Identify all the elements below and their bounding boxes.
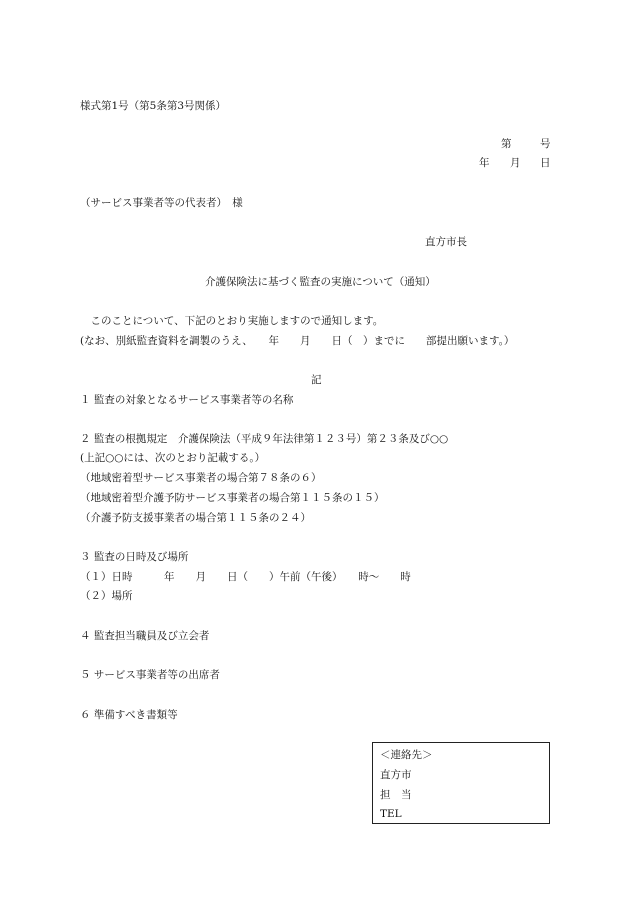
issuer: 直方市長 [425, 236, 467, 248]
doc-number-dai: 第 [501, 138, 512, 150]
contact-org: 直方市 [380, 769, 412, 781]
item-6: ６ 準備すべき書類等 [80, 709, 178, 721]
doc-date-year: 年 [479, 157, 490, 169]
contact-box [372, 742, 550, 824]
item-3-datetime: （１）日時 年 月 日（ ）午前（午後） 時～ 時 [80, 571, 411, 583]
item-2-sub-1: （地域密着型サービス事業者の場合第７８条の６） [80, 472, 322, 484]
doc-date-month: 月 [510, 157, 521, 169]
item-2-note: (上記○○には、次のとおり記載する。） [80, 452, 266, 464]
ki-heading: 記 [311, 374, 322, 386]
form-label: 様式第1号（第5条第3号関係） [80, 100, 227, 112]
body-line-2: (なお、別紙監査資料を調製のうえ、 年 月 日（ ）までに 部提出願います。） [80, 335, 515, 347]
doc-date-day: 日 [540, 157, 551, 169]
item-4: ４ 監査担当職員及び立会者 [80, 630, 210, 642]
item-3-place: （２）場所 [80, 590, 133, 602]
document-title: 介護保険法に基づく監査の実施について（通知） [205, 276, 436, 288]
item-1: １ 監査の対象となるサービス事業者等の名称 [80, 394, 294, 406]
item-5: ５ サービス事業者等の出席者 [80, 669, 220, 681]
contact-person: 担 当 [380, 789, 412, 801]
contact-tel: TEL [380, 808, 402, 820]
body-line-1: このことについて、下記のとおり実施しますので通知します。 [80, 315, 384, 327]
item-2-sub-3: （介護予防支援事業者の場合第１１５条の２４） [80, 512, 311, 524]
doc-number-go: 号 [540, 138, 551, 150]
addressee: （サービス事業者等の代表者） 様 [80, 197, 243, 209]
item-3-heading: ３ 監査の日時及び場所 [80, 551, 189, 563]
item-2-heading: ２ 監査の根拠規定 介護保険法（平成９年法律第１２３号）第２３条及び○○ [80, 433, 449, 445]
item-2-sub-2: （地域密着型介護予防サービス事業者の場合第１１５条の１５） [80, 492, 385, 504]
contact-heading: ＜連絡先＞ [380, 749, 433, 761]
